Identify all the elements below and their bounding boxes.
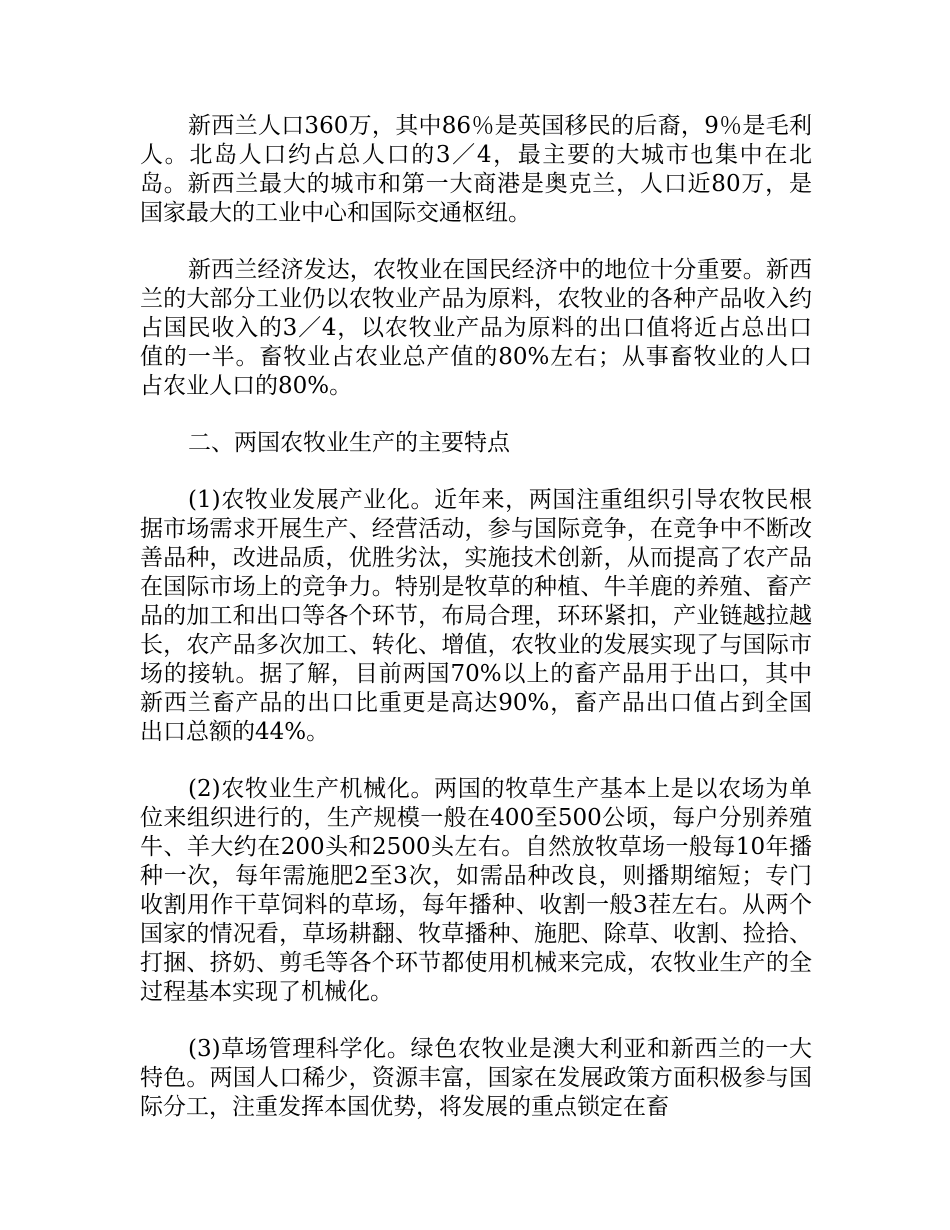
point-industrialization: (1)农牧业发展产业化。近年来，两国注重组织引导农牧民根据市场需求开展生产、经营活动，参与国际竞争，在竞争中不断改善品种，改进品质，优胜劣汰，实施技术创新，从而提高了农产品在国际市场上的竞争力。特别是牧草的种植、牛羊鹿的养殖、畜产品的加工和出口等各个环节，布局合理，环环紧扣，产业链越拉越长，农产品多次加工、转化、增值，农牧业的发展实现了与国际市场的接轨。据了解，目前两国70%以上的畜产品用于出口，其中新西兰畜产品的出口比重更是高达90%，畜产品出口值占到全国出口总额的44%。 — [140, 487, 812, 745]
point-mechanization: (2)农牧业生产机械化。两国的牧草生产基本上是以农场为单位来组织进行的，生产规模一般在400至500公顷，每户分别养殖牛、羊大约在200头和2500头左右。自然放牧草场一般每10年播种一次，每年需施肥2至3次，如需品种改良，则播期缩短；专门收割用作干草饲料的草场，每年播种、收割一般3茬左右。从两个国家的情况看，草场耕翻、牧草播种、施肥、除草、收割、捡拾、打捆、挤奶、剪毛等各个环节都使用机械来完成，农牧业生产的全过程基本实现了机械化。 — [140, 776, 812, 1005]
document-page — [140, 112, 812, 1150]
paragraph-economy: 新西兰经济发达，农牧业在国民经济中的地位十分重要。新西兰的大部分工业仍以农牧业产品为原料，农牧业的各种产品收入约占国民收入的3／4，以农牧业产品为原料的出口值将近占总出口值的一半。畜牧业占农业总产值的80%左右；从事畜牧业的人口占农业人口的80%。 — [140, 257, 812, 399]
point-grassland-management: (3)草场管理科学化。绿色农牧业是澳大利亚和新西兰的一大特色。两国人口稀少，资源丰富，国家在发展政策方面积极参与国际分工，注重发挥本国优势，将发展的重点锁定在畜 — [140, 1036, 812, 1120]
paragraph-population: 新西兰人口360万，其中86％是英国移民的后裔，9％是毛利人。北岛人口约占总人口的3／4，最主要的大城市也集中在北岛。新西兰最大的城市和第一大商港是奥克兰，人口近80万，是国家最大的工业中心和国际交通枢纽。 — [140, 113, 812, 226]
section-heading: 二、两国农牧业生产的主要特点 — [188, 430, 510, 456]
